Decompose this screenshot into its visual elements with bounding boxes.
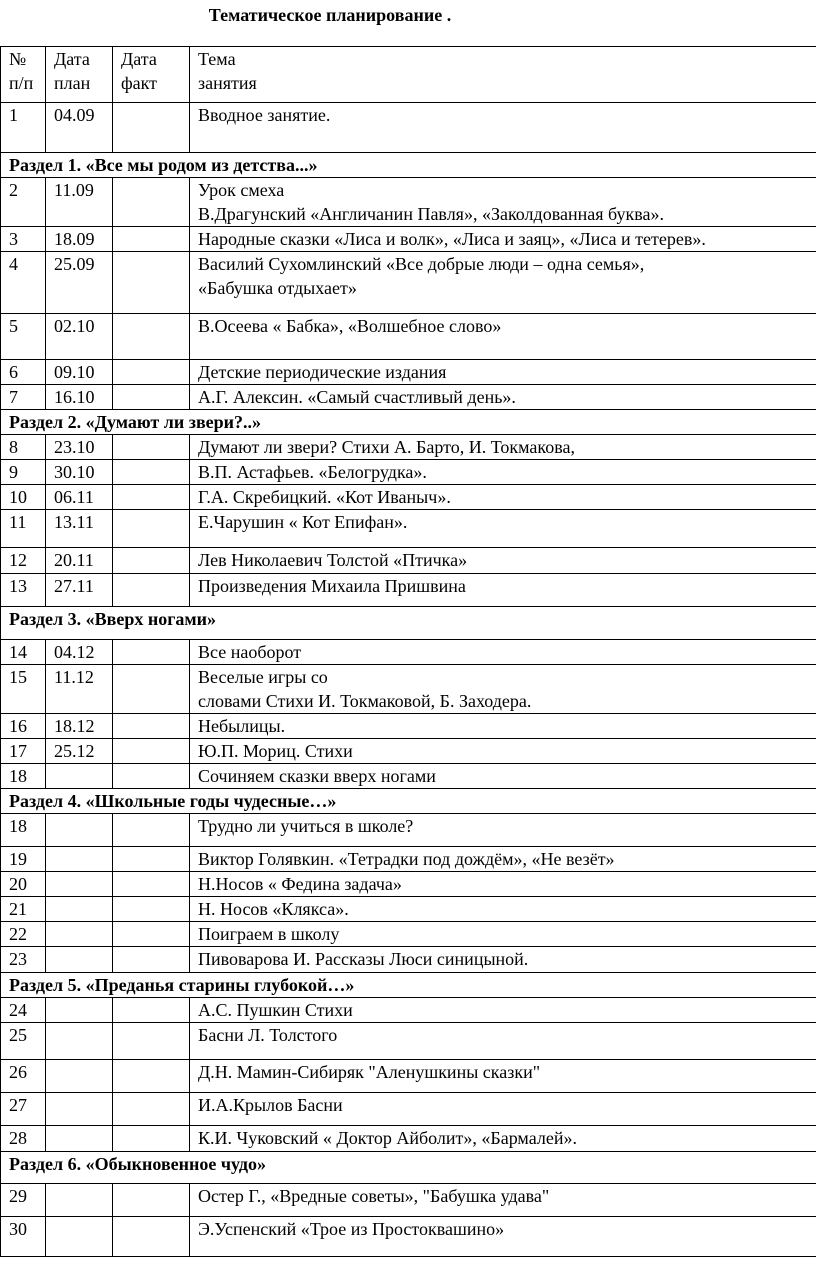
- topic-line: Детские периодические издания: [198, 362, 447, 382]
- section-row: [1, 153, 816, 178]
- topic-line: В.Драгунский «Англичанин Павля», «Заколдованная буква».: [198, 204, 664, 224]
- topic-line: Виктор Голявкин. «Тетрадки под дождём», «Не везёт»: [198, 849, 615, 869]
- lesson-number: 6: [1, 360, 46, 385]
- topic-line: Вводное занятие.: [198, 105, 331, 125]
- date-fact: [113, 922, 190, 947]
- date-plan: [46, 998, 113, 1023]
- lesson-number: 28: [1, 1126, 46, 1152]
- topic-line: А.Г. Алексин. «Самый счастливый день».: [198, 387, 516, 407]
- lesson-topic: [190, 178, 816, 227]
- topic-line: Лев Николаевич Толстой «Птичка»: [198, 550, 468, 570]
- header-topic: Тема занятия: [190, 47, 816, 103]
- topic-line: Г.А. Скребицкий. «Кот Иваныч».: [198, 487, 451, 507]
- lesson-topic: [190, 714, 816, 739]
- table-row: [1, 227, 816, 252]
- lesson-number: 29: [1, 1184, 46, 1217]
- topic-line: Небылицы.: [198, 716, 286, 736]
- date-plan: 25.12: [46, 739, 113, 764]
- topic-line: Ю.П. Мориц. Стихи: [198, 741, 353, 761]
- table-row: [1, 1217, 816, 1257]
- date-plan: [46, 1023, 113, 1060]
- topic-line: Все наоборот: [198, 642, 302, 662]
- section-title: Раздел 5. «Преданья старины глубокой…»: [1, 973, 816, 998]
- date-fact: [113, 360, 190, 385]
- table-row: [1, 103, 816, 153]
- table-row: [1, 360, 816, 385]
- date-plan: 23.10: [46, 435, 113, 460]
- topic-line: Остер Г., «Вредные советы», "Бабушка удава": [198, 1186, 550, 1206]
- lesson-topic: [190, 1126, 816, 1152]
- lesson-topic: [190, 485, 816, 510]
- lesson-topic: [190, 764, 816, 789]
- lesson-topic: [190, 435, 816, 460]
- lesson-topic: [190, 360, 816, 385]
- lesson-topic: [190, 814, 816, 847]
- lesson-topic: [190, 739, 816, 764]
- lesson-topic: [190, 665, 816, 714]
- page-title: Тематическое планирование .: [208, 5, 452, 25]
- date-fact: [113, 640, 190, 665]
- table-row: [1, 947, 816, 973]
- date-plan: 27.11: [46, 574, 113, 607]
- section-title: Раздел 2. «Думают ли звери?..»: [1, 410, 816, 435]
- date-plan: 06.11: [46, 485, 113, 510]
- lesson-topic: [190, 385, 816, 410]
- date-fact: [113, 872, 190, 897]
- table-row: [1, 435, 816, 460]
- section-row: [1, 973, 816, 998]
- date-plan: 11.12: [46, 665, 113, 714]
- topic-line: В.П. Астафьев. «Белогрудка».: [198, 462, 427, 482]
- lesson-number: 8: [1, 435, 46, 460]
- lesson-number: 24: [1, 998, 46, 1023]
- date-fact: [113, 510, 190, 548]
- date-plan: 25.09: [46, 252, 113, 314]
- date-plan: [46, 872, 113, 897]
- date-fact: [113, 574, 190, 607]
- lesson-number: 7: [1, 385, 46, 410]
- topic-line: Пивоварова И. Рассказы Люси синицыной.: [198, 949, 529, 969]
- lesson-topic: [190, 640, 816, 665]
- lesson-topic: [190, 1060, 816, 1093]
- lesson-topic: [190, 548, 816, 574]
- topic-line: Урок смеха: [198, 180, 285, 200]
- table-row: [1, 640, 816, 665]
- date-fact: [113, 103, 190, 153]
- lesson-number: 19: [1, 847, 46, 872]
- table-row: [1, 1060, 816, 1093]
- date-plan: [46, 947, 113, 973]
- table-row: [1, 814, 816, 847]
- lesson-number: 13: [1, 574, 46, 607]
- topic-line: Д.Н. Мамин-Сибиряк "Аленушкины сказки": [198, 1062, 541, 1082]
- table-row: [1, 665, 816, 714]
- topic-line: А.С. Пушкин Стихи: [198, 1000, 353, 1020]
- section-title: Раздел 4. «Школьные годы чудесные…»: [1, 789, 816, 814]
- lesson-number: 2: [1, 178, 46, 227]
- lesson-topic: [190, 510, 816, 548]
- table-row: [1, 998, 816, 1023]
- date-fact: [113, 178, 190, 227]
- lesson-number: 18: [1, 764, 46, 789]
- lesson-number: 11: [1, 510, 46, 548]
- date-plan: 11.09: [46, 178, 113, 227]
- lesson-number: 14: [1, 640, 46, 665]
- topic-line: Н. Носов «Клякса».: [198, 899, 349, 919]
- date-fact: [113, 847, 190, 872]
- date-fact: [113, 385, 190, 410]
- lesson-number: 16: [1, 714, 46, 739]
- section-title: Раздел 3. «Вверх ногами»: [1, 607, 816, 640]
- lesson-topic: [190, 103, 816, 153]
- lesson-topic: [190, 460, 816, 485]
- table-row: [1, 574, 816, 607]
- lesson-number: 3: [1, 227, 46, 252]
- date-plan: [46, 922, 113, 947]
- topic-line: Поиграем в школу: [198, 924, 340, 944]
- lesson-number: 12: [1, 548, 46, 574]
- section-row: [1, 789, 816, 814]
- date-fact: [113, 947, 190, 973]
- table-row: [1, 872, 816, 897]
- table-row: [1, 1126, 816, 1152]
- date-fact: [113, 435, 190, 460]
- lesson-topic: [190, 947, 816, 973]
- date-fact: [113, 998, 190, 1023]
- lesson-number: 5: [1, 314, 46, 360]
- section-title: Раздел 1. «Все мы родом из детства...»: [1, 153, 816, 178]
- date-fact: [113, 1060, 190, 1093]
- table-row: [1, 1093, 816, 1126]
- lesson-number: 9: [1, 460, 46, 485]
- date-plan: [46, 1184, 113, 1217]
- lesson-topic: [190, 1184, 816, 1217]
- date-fact: [113, 252, 190, 314]
- date-plan: 04.12: [46, 640, 113, 665]
- lesson-topic: [190, 574, 816, 607]
- lesson-topic: [190, 998, 816, 1023]
- lesson-number: 10: [1, 485, 46, 510]
- topic-line: Трудно ли учиться в школе?: [198, 816, 414, 836]
- lesson-number: 27: [1, 1093, 46, 1126]
- date-plan: [46, 1217, 113, 1257]
- topic-line: Василий Сухомлинский «Все добрые люди – одна семья»,: [198, 254, 645, 274]
- date-plan: 13.11: [46, 510, 113, 548]
- table-row: [1, 314, 816, 360]
- lesson-number: 1: [1, 103, 46, 153]
- date-plan: [46, 1060, 113, 1093]
- date-plan: 30.10: [46, 460, 113, 485]
- date-fact: [113, 548, 190, 574]
- date-plan: [46, 814, 113, 847]
- date-plan: 16.10: [46, 385, 113, 410]
- topic-line: В.Осеева « Бабка», «Волшебное слово»: [198, 316, 502, 336]
- topic-line: Сочиняем сказки вверх ногами: [198, 766, 436, 786]
- topic-line: Басни Л. Толстого: [198, 1025, 338, 1045]
- section-title: Раздел 6. «Обыкновенное чудо»: [1, 1152, 816, 1184]
- date-fact: [113, 1023, 190, 1060]
- table-row: [1, 922, 816, 947]
- date-fact: [113, 485, 190, 510]
- date-plan: [46, 897, 113, 922]
- date-plan: 02.10: [46, 314, 113, 360]
- topic-line: Думают ли звери? Стихи А. Барто, И. Токмакова,: [198, 437, 575, 457]
- table-row: [1, 510, 816, 548]
- lesson-number: 22: [1, 922, 46, 947]
- date-fact: [113, 227, 190, 252]
- table-row: [1, 714, 816, 739]
- table-row: [1, 897, 816, 922]
- lesson-topic: [190, 872, 816, 897]
- lesson-number: 18: [1, 814, 46, 847]
- lesson-number: 23: [1, 947, 46, 973]
- section-row: [1, 410, 816, 435]
- date-fact: [113, 1126, 190, 1152]
- date-plan: 18.09: [46, 227, 113, 252]
- topic-line: Произведения Михаила Пришвина: [198, 576, 466, 596]
- lesson-topic: [190, 252, 816, 314]
- topic-line: Е.Чарушин « Кот Епифан».: [198, 512, 408, 532]
- lesson-topic: [190, 897, 816, 922]
- lesson-number: 4: [1, 252, 46, 314]
- topic-line: К.И. Чуковский « Доктор Айболит», «Бармалей».: [198, 1128, 577, 1148]
- date-plan: [46, 1126, 113, 1152]
- section-row: [1, 607, 816, 640]
- date-fact: [113, 897, 190, 922]
- topic-line: словами Стихи И. Токмаковой, Б. Заходера.: [198, 691, 532, 711]
- date-fact: [113, 764, 190, 789]
- date-plan: 20.11: [46, 548, 113, 574]
- date-fact: [113, 1217, 190, 1257]
- section-row: [1, 1152, 816, 1184]
- date-fact: [113, 814, 190, 847]
- lesson-topic: [190, 314, 816, 360]
- date-fact: [113, 714, 190, 739]
- lesson-number: 20: [1, 872, 46, 897]
- table-row: [1, 764, 816, 789]
- date-plan: 18.12: [46, 714, 113, 739]
- table-row: [1, 847, 816, 872]
- lesson-number: 25: [1, 1023, 46, 1060]
- date-plan: 09.10: [46, 360, 113, 385]
- lesson-number: 15: [1, 665, 46, 714]
- thematic-plan-table: [0, 46, 816, 1257]
- table-row: [1, 485, 816, 510]
- date-plan: 04.09: [46, 103, 113, 153]
- date-fact: [113, 1093, 190, 1126]
- lesson-number: 26: [1, 1060, 46, 1093]
- date-fact: [113, 460, 190, 485]
- lesson-number: 17: [1, 739, 46, 764]
- topic-line: Э.Успенский «Трое из Простоквашино»: [198, 1219, 505, 1239]
- lesson-number: 21: [1, 897, 46, 922]
- date-fact: [113, 314, 190, 360]
- lesson-number: 30: [1, 1217, 46, 1257]
- table-row: [1, 385, 816, 410]
- table-row: [1, 252, 816, 314]
- table-row: [1, 1184, 816, 1217]
- lesson-topic: [190, 1023, 816, 1060]
- topic-line: «Бабушка отдыхает»: [198, 278, 357, 298]
- table-row: [1, 548, 816, 574]
- topic-line: Веселые игры со: [198, 667, 328, 687]
- table-body: [1, 103, 816, 1257]
- table-row: [1, 739, 816, 764]
- lesson-topic: [190, 1217, 816, 1257]
- header-date-fact: Дата факт: [113, 47, 190, 103]
- header-date-plan: Дата план: [46, 47, 113, 103]
- date-plan: [46, 764, 113, 789]
- lesson-topic: [190, 922, 816, 947]
- table-header-row: [1, 47, 816, 103]
- header-number: № п/п: [1, 47, 46, 103]
- topic-line: И.А.Крылов Басни: [198, 1095, 343, 1115]
- table-row: [1, 178, 816, 227]
- lesson-topic: [190, 1093, 816, 1126]
- lesson-topic: [190, 847, 816, 872]
- lesson-topic: [190, 227, 816, 252]
- topic-line: Народные сказки «Лиса и волк», «Лиса и заяц», «Лиса и тетерев».: [198, 229, 706, 249]
- topic-line: Н.Носов « Федина задача»: [198, 874, 402, 894]
- date-fact: [113, 665, 190, 714]
- date-fact: [113, 1184, 190, 1217]
- table-row: [1, 460, 816, 485]
- date-plan: [46, 1093, 113, 1126]
- table-row: [1, 1023, 816, 1060]
- date-fact: [113, 739, 190, 764]
- date-plan: [46, 847, 113, 872]
